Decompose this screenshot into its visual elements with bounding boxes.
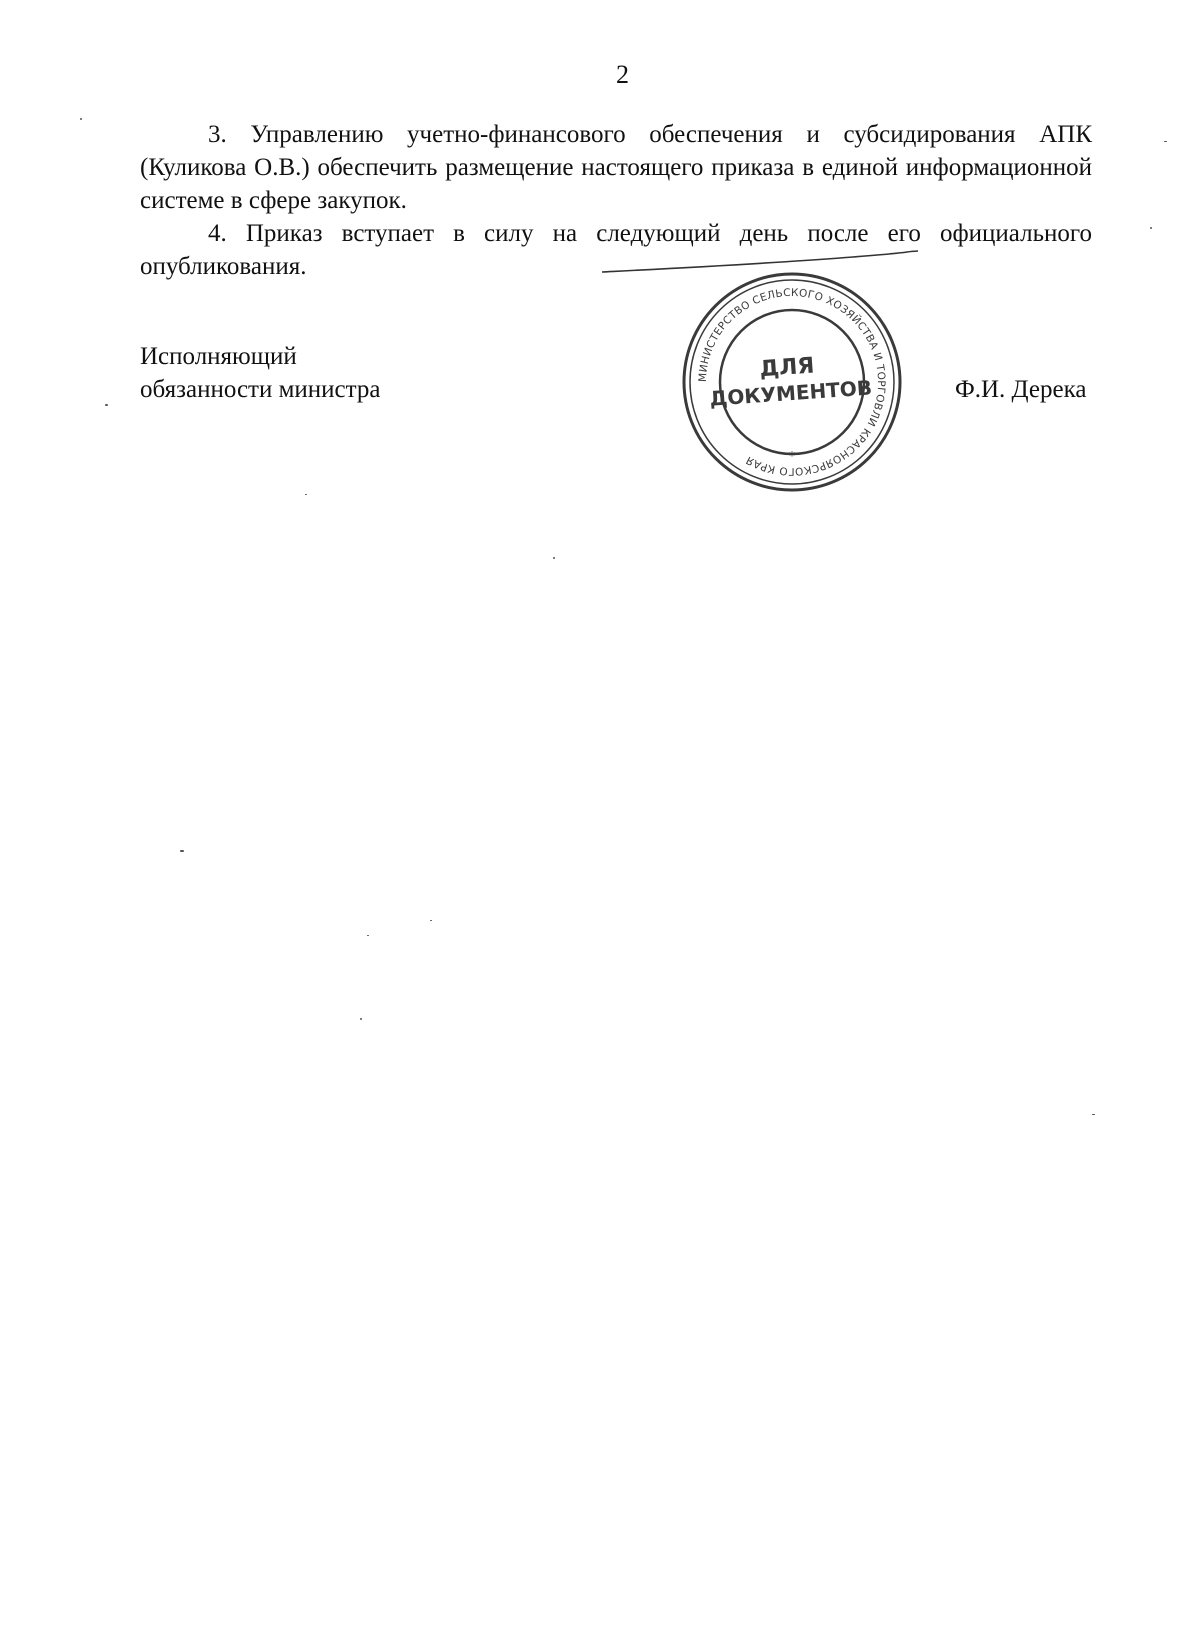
signature-block bbox=[140, 340, 380, 406]
stamp-ring-textpath: МИНИСТЕРСТВО СЕЛЬСКОГО ХОЗЯЙСТВА И ТОРГОВЛИ КРАСНОЯРСКОГО КРАЯ bbox=[696, 286, 888, 478]
stamp-center-line2: ДОКУМЕНТОВ bbox=[708, 375, 873, 411]
scan-speck bbox=[105, 404, 108, 406]
scan-speck bbox=[305, 494, 307, 495]
scan-speck bbox=[1092, 1114, 1095, 1115]
signer-name: Ф.И. Дерека bbox=[955, 376, 1087, 403]
scan-speck bbox=[430, 920, 432, 921]
scan-speck bbox=[367, 935, 369, 936]
signer-position-line1: Исполняющий bbox=[140, 343, 297, 370]
scan-speck bbox=[180, 850, 184, 852]
scan-speck bbox=[1164, 141, 1167, 142]
page-number: 2 bbox=[616, 60, 629, 89]
stamp-center-line1: ДЛЯ bbox=[758, 353, 816, 383]
stamp-star-icon: * bbox=[789, 449, 795, 463]
scan-speck bbox=[360, 1018, 362, 1020]
signer-position-line2: обязанности министра bbox=[140, 376, 381, 403]
official-stamp bbox=[680, 270, 904, 494]
scan-speck bbox=[1150, 227, 1152, 229]
paragraph-4: 4. Приказ вступает в силу на следующий день после его официального опубликования. bbox=[140, 220, 1092, 280]
paragraph-3: 3. Управлению учетно-финансового обеспечения и субсидирования АПК (Куликова О.В.) обеспечить размещение настоящего приказа в единой информационной системе в сфере закупок. bbox=[140, 121, 1092, 214]
scan-speck bbox=[80, 118, 82, 120]
scan-speck bbox=[553, 557, 555, 559]
